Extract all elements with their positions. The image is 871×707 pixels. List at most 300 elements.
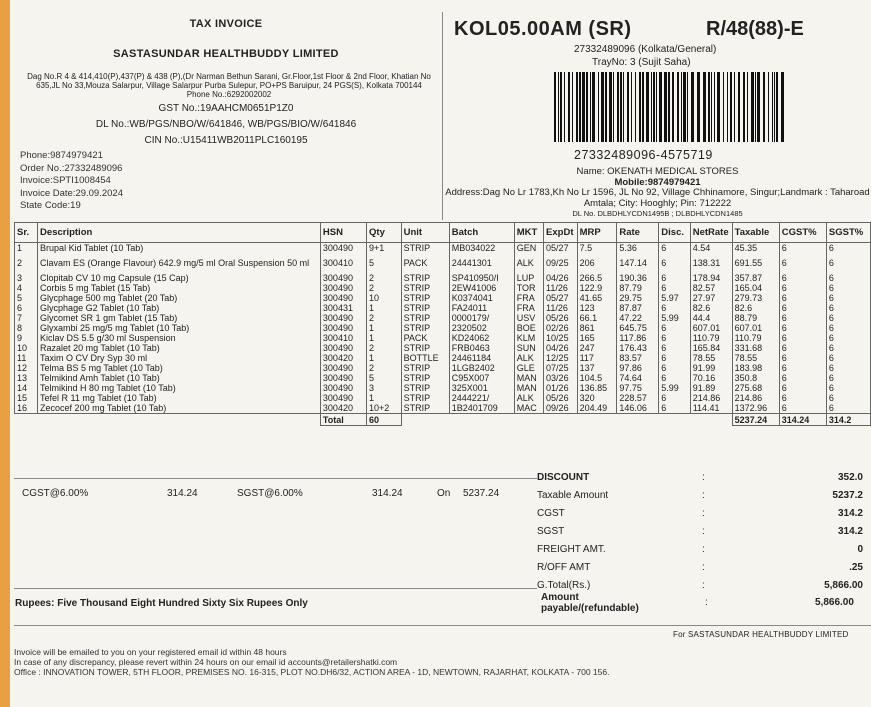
table-cell: 300490 [320,343,366,353]
table-cell: 10 [15,343,38,353]
table-cell: K0374041 [449,293,514,303]
table-cell: KLM [514,333,543,343]
table-cell: 12/25 [544,353,578,363]
table-cell: 04/26 [544,273,578,283]
table-cell: 6 [826,353,870,363]
table-cell: 07/25 [544,363,578,373]
barcode-bar [601,72,604,142]
summary-label: SGST [537,526,565,537]
table-cell: Glycomet SR 1 gm Tablet (15 Tab) [38,313,321,323]
totals-cell: 5237.24 [732,414,779,426]
table-cell: STRIP [401,343,449,353]
table-cell: 45.35 [732,243,779,254]
table-cell: 6 [779,393,826,403]
table-cell: 78.55 [690,353,732,363]
barcode-bar [572,72,573,142]
barcode-bar [642,72,644,142]
table-cell: 861 [577,323,617,333]
barcode-bar [747,72,748,142]
table-cell: 82.6 [732,303,779,313]
words-divider [14,588,537,589]
totals-cell [15,414,38,426]
dl-number: DL No.:WB/PGS/NBO/W/641846, WB/PGS/BIO/W/641846 [95,119,357,130]
invoice-title: TAX INVOICE [189,18,263,30]
col-header: Unit [401,223,449,243]
table-cell: 10/25 [544,333,578,343]
table-cell: 300490 [320,283,366,293]
gst-number: GST No.:19AAHCM0651P1Z0 [158,103,294,114]
summary-row [537,490,871,508]
summary-value: 352.0 [837,472,863,483]
barcode-bar [768,72,769,142]
barcode-bar [656,72,657,142]
table-cell: 6 [826,403,870,414]
table-cell: BOE [514,323,543,333]
table-cell: 05/26 [544,393,578,403]
table-cell: 146.06 [617,403,659,414]
table-cell: 300490 [320,393,366,403]
totals-cell [514,414,543,426]
customer-dl: DL No. DLBDHLYCDN1495B ; DLBDHLYCDN1485 [572,209,743,218]
cgst-label: CGST@6.00% [22,488,89,499]
table-cell: 6 [826,313,870,323]
table-cell: MAC [514,403,543,414]
table-cell: Glyxambi 25 mg/5 mg Tablet (10 Tab) [38,323,321,333]
table-cell: 2 [367,313,402,323]
table-cell: 350.8 [732,373,779,383]
table-cell: 01/26 [544,383,578,393]
col-header: Qty [367,223,402,243]
summary-colon: : [702,526,705,537]
table-cell: 5.99 [659,383,690,393]
table-cell: 9+1 [367,243,402,254]
barcode-bar [697,72,700,142]
tray-line: TrayNo: 3 (Sujit Saha) [592,57,691,68]
table-cell: 88.79 [732,313,779,323]
table-cell: 6 [826,323,870,333]
table-cell: 74.64 [617,373,659,383]
totals-cell [690,414,732,426]
table-cell: 7 [15,313,38,323]
table-cell: 6 [659,363,690,373]
table-cell: 6 [659,273,690,283]
table-cell: 6 [779,313,826,323]
table-cell: 24441301 [449,253,514,273]
table-cell: 5 [367,373,402,383]
table-cell: KD24062 [449,333,514,343]
summary-label: FREIGHT AMT. [537,544,606,555]
tax-divider-top [14,478,537,479]
table-cell: 11 [15,353,38,363]
table-cell: 6 [779,353,826,363]
table-cell: MAN [514,383,543,393]
table-cell: MB034022 [449,243,514,254]
summary-block [537,472,871,598]
barcode-bar [639,72,641,142]
barcode-bar [631,72,632,142]
table-cell: 275.68 [732,383,779,393]
table-cell: 0000179/ [449,313,514,323]
cgst-value: 314.24 [167,488,198,499]
table-cell: 5.97 [659,293,690,303]
barcode-bar [751,72,754,142]
table-cell: 607.01 [732,323,779,333]
invoice-date: Invoice Date:29.09.2024 [20,187,123,199]
table-cell: 24461184 [449,353,514,363]
summary-colon: : [702,508,705,519]
col-header: HSN [320,223,366,243]
barcode-bar [609,72,612,142]
table-cell: 691.55 [732,253,779,273]
table-cell: 5.99 [659,313,690,323]
table-cell: 6 [826,383,870,393]
table-cell: 1 [367,393,402,403]
summary-colon: : [702,580,705,591]
footer-line-2: In case of any discrepancy, please revert within 24 hours on our email id accounts@retailershatki.com [14,657,398,667]
table-cell: 13 [15,373,38,383]
barcode-bar [590,72,591,142]
barcode-bar [717,72,720,142]
summary-label: G.Total(Rs.) [537,580,591,591]
table-cell: 2 [367,273,402,283]
summary-label: CGST [537,508,565,519]
table-cell: ALK [514,393,543,403]
table-cell: 09/26 [544,403,578,414]
table-cell: 114.41 [690,403,732,414]
barcode-bar [668,72,670,142]
table-cell: 2 [367,363,402,373]
barcode-bar [664,72,667,142]
table-cell: 87.87 [617,303,659,313]
barcode-bar [774,72,775,142]
table-cell: 1 [367,353,402,363]
route-code: KOL05.00AM (SR) [454,18,632,40]
table-cell: 6 [659,393,690,403]
table-cell: GEN [514,243,543,254]
barcode-bar [659,72,662,142]
table-cell: 6 [779,253,826,273]
table-cell: Razalet 20 mg Tablet (10 Tab) [38,343,321,353]
barcode-bar [582,72,585,142]
table-cell: 3 [15,273,38,283]
table-cell: 117.86 [617,333,659,343]
totals-cell [401,414,449,426]
table-cell: Kiclav DS 5.5 g/30 ml Suspension [38,333,321,343]
table-row [15,403,871,414]
barcode-bar [738,72,740,142]
table-cell: 05/26 [544,313,578,323]
col-header: Rate [617,223,659,243]
company-name: SASTASUNDAR HEALTHBUDDY LIMITED [113,48,339,60]
table-cell: 300490 [320,373,366,383]
table-cell: 91.89 [690,383,732,393]
table-cell: 05/27 [544,243,578,254]
table-cell: 300490 [320,293,366,303]
table-cell: 204.49 [577,403,617,414]
totals-cell [577,414,617,426]
barcode-bar [681,72,682,142]
table-cell: 2 [367,343,402,353]
summary-colon: : [702,544,705,555]
customer-address: Address:Dag No Lr 1783,Kh No Lr 1596, JL No 92, Village Chhinamore, Singur;Landmark : Taharoad Amtala; City: Hooghly; Pin: 712222 [445,187,870,209]
amount-payable-value: 5,866.00 [815,597,854,608]
table-cell: 300490 [320,243,366,254]
barcode-bar [605,72,607,142]
table-cell: 607.01 [690,323,732,333]
table-cell: 1 [15,243,38,254]
barcode-bar [687,72,688,142]
table-cell: 279.73 [732,293,779,303]
summary-row [537,526,871,544]
table-cell: 123 [577,303,617,313]
table-cell: STRIP [401,243,449,254]
on-label: On [437,488,451,499]
table-cell: FRA [514,303,543,313]
table-cell: 6 [779,343,826,353]
table-cell: Telmikind H 80 mg Tablet (10 Tab) [38,383,321,393]
table-cell: 41.65 [577,293,617,303]
table-cell: 300490 [320,313,366,323]
table-cell: 165 [577,333,617,343]
summary-value: 5,866.00 [824,580,863,591]
table-cell: 6 [779,333,826,343]
table-cell: 1B2401709 [449,403,514,414]
barcode-bar [708,72,710,142]
table-cell: 6 [779,243,826,254]
table-cell: 325X001 [449,383,514,393]
barcode [554,72,784,142]
table-cell: 6 [826,243,870,254]
table-cell: 11/26 [544,303,578,313]
table-cell: 6 [659,253,690,273]
table-cell: 1 [367,333,402,343]
totals-cell [38,414,321,426]
amount-payable-colon: : [705,597,708,608]
table-cell: 27.97 [690,293,732,303]
table-row [15,343,871,353]
table-cell: Glycphage G2 Tablet (10 Tab) [38,303,321,313]
table-cell: Telmikind Amh Tablet (10 Tab) [38,373,321,383]
table-cell: 16 [15,403,38,414]
table-cell: 300490 [320,273,366,283]
table-cell: 6 [826,373,870,383]
table-cell: 47.22 [617,313,659,323]
barcode-bar [683,72,686,142]
for-company: For SASTASUNDAR HEALTHBUDDY LIMITED [673,630,849,639]
barcode-bar [627,72,629,142]
order-number: Order No.:27332489096 [20,162,123,174]
barcode-bar [560,72,562,142]
col-header: Taxable [732,223,779,243]
totals-cell: 314.24 [779,414,826,426]
table-cell: 02/26 [544,323,578,333]
table-cell: STRIP [401,403,449,414]
table-cell: 300490 [320,323,366,333]
barcode-bar [772,72,773,142]
summary-label: Taxable Amount [537,490,609,501]
table-cell: PACK [401,333,449,343]
barcode-bar [554,72,556,142]
seller-header [10,10,442,146]
col-header: Batch [449,223,514,243]
barcode-bar [677,72,679,142]
col-header: Disc. [659,223,690,243]
table-cell: STRIP [401,283,449,293]
table-row [15,383,871,393]
table-cell: 266.5 [577,273,617,283]
table-cell: 300490 [320,383,366,393]
table-cell: 6 [659,243,690,254]
table-row [15,353,871,363]
table-cell: 5.36 [617,243,659,254]
table-cell: 1 [367,323,402,333]
table-row [15,363,871,373]
table-row [15,313,871,323]
table-cell: MAN [514,373,543,383]
table-cell: 190.36 [617,273,659,283]
barcode-bar [727,72,728,142]
summary-colon: : [702,472,705,483]
totals-cell: 314.2 [826,414,870,426]
table-cell: 91.99 [690,363,732,373]
table-cell: 10 [367,293,402,303]
table-cell: 6 [826,363,870,373]
barcode-bar [558,72,559,142]
table-cell: 6 [826,273,870,283]
customer-details [444,167,871,220]
table-cell: 7.5 [577,243,617,254]
table-cell: 214.86 [732,393,779,403]
table-row [15,303,871,313]
table-cell: 4.54 [690,243,732,254]
barcode-bar [672,72,674,142]
summary-value: 314.2 [837,508,863,519]
table-row [15,253,871,273]
col-header: NetRate [690,223,732,243]
summary-row [537,562,871,580]
table-cell: ALK [514,353,543,363]
table-cell: 300410 [320,253,366,273]
totals-cell: 60 [367,414,402,426]
barcode-bar [653,72,655,142]
table-cell: C95X007 [449,373,514,383]
barcode-bar [623,72,624,142]
col-header: SGST% [826,223,870,243]
footer-line-3: Office : INNOVATION TOWER, 5TH FLOOR, PREMISES NO. 16-315, PLOT NO.DH6/32, ACTION AREA - 1D, NEWTOWN, RAJARHAT, KOLKATA - 700 156. [14,667,610,677]
invoice-meta [20,150,123,213]
table-cell: 6 [779,383,826,393]
table-cell: 320 [577,393,617,403]
table-cell: Tefel R 11 mg Tablet (10 Tab) [38,393,321,403]
barcode-bar [781,72,784,142]
table-cell: 117 [577,353,617,363]
table-cell: 70.16 [690,373,732,383]
amount-payable-label: Amount payable/(refundable) [541,592,639,614]
summary-colon: : [702,562,705,573]
table-cell: LUP [514,273,543,283]
summary-label: R/OFF AMT [537,562,591,573]
table-cell: 6 [659,283,690,293]
barcode-bar [757,72,760,142]
totals-cell [659,414,690,426]
barcode-bar [734,72,735,142]
barcode-bar [635,72,636,142]
totals-cell [617,414,659,426]
table-cell: 78.55 [732,353,779,363]
table-row [15,323,871,333]
table-row [15,373,871,383]
table-cell: 300420 [320,353,366,363]
table-cell: 10+2 [367,403,402,414]
table-cell: 6 [826,303,870,313]
table-cell: TOR [514,283,543,293]
barcode-bar [617,72,619,142]
table-cell: 12 [15,363,38,373]
table-cell: STRIP [401,273,449,283]
table-cell: 300431 [320,303,366,313]
table-cell: PACK [401,253,449,273]
barcode-bar [711,72,712,142]
table-cell: Clavam ES (Orange Flavour) 642.9 mg/5 ml Oral Suspension 50 ml [38,253,321,273]
shipping-label [444,10,871,220]
summary-label: DISCOUNT [537,472,590,483]
table-cell: 6 [826,293,870,303]
table-cell: 6 [779,363,826,373]
barcode-bar [776,72,778,142]
table-cell: 110.79 [690,333,732,343]
table-cell: BOTTLE [401,353,449,363]
customer-mobile: Mobile:9874979421 [614,176,701,188]
summary-row [537,472,871,490]
totals-cell: Total [320,414,366,426]
table-cell: 6 [659,303,690,313]
table-cell: 6 [779,273,826,283]
summary-row [537,544,871,562]
table-cell: 09/25 [544,253,578,273]
table-cell: 6 [779,303,826,313]
table-cell: 2 [367,283,402,293]
barcode-bar [714,72,715,142]
barcode-bar [743,72,745,142]
col-header: Description [38,223,321,243]
table-cell: Telma BS 5 mg Tablet (10 Tab) [38,363,321,373]
table-cell: STRIP [401,373,449,383]
table-cell: 44.4 [690,313,732,323]
table-cell: SP410950/I [449,273,514,283]
table-cell: Glycphage 500 mg Tablet (20 Tab) [38,293,321,303]
barcode-bar [723,72,724,142]
left-edge [0,0,10,707]
table-cell: 645.75 [617,323,659,333]
table-cell: 8 [15,323,38,333]
table-cell: 03/26 [544,373,578,383]
table-cell: 104.5 [577,373,617,383]
table-cell: 2320502 [449,323,514,333]
col-header: Sr. [15,223,38,243]
table-cell: 6 [779,293,826,303]
table-cell: 6 [659,343,690,353]
table-cell: 137 [577,363,617,373]
table-cell: 14 [15,383,38,393]
table-cell: STRIP [401,303,449,313]
summary-colon: : [702,490,705,501]
table-cell: 300490 [320,363,366,373]
table-cell: Zecocef 200 mg Tablet (10 Tab) [38,403,321,414]
table-cell: STRIP [401,363,449,373]
table-cell: 228.57 [617,393,659,403]
barcode-bar [703,72,706,142]
barcode-bar [651,72,652,142]
